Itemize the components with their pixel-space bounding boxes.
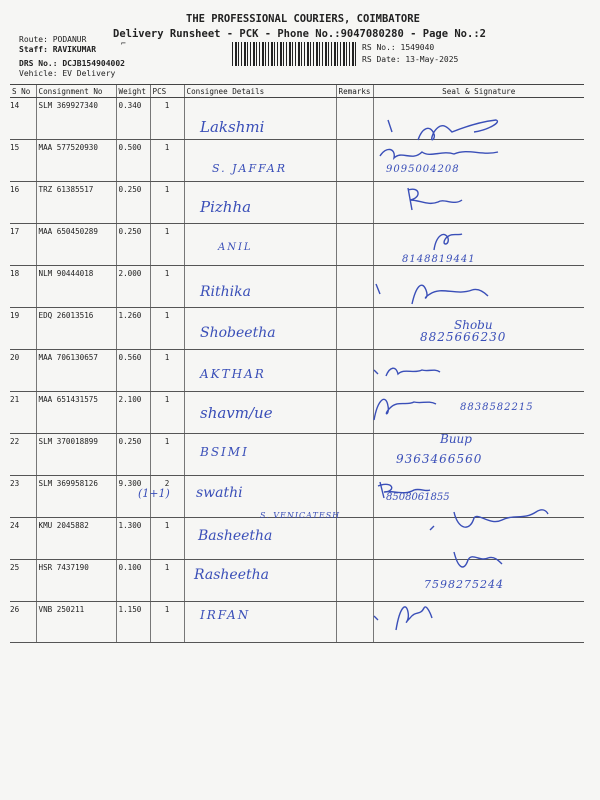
cell-sno: 25 xyxy=(10,560,36,602)
phone-number: 9363466560 xyxy=(396,452,483,466)
cell-sno: 15 xyxy=(10,140,36,182)
cell-weight: 2.100 xyxy=(116,392,150,434)
cell-pcs: 1 xyxy=(150,350,184,392)
cell-weight: 0.340 xyxy=(116,98,150,140)
cell-consignment: MAA 650450289 xyxy=(36,224,116,266)
col-seal-signature: Seal & Signature xyxy=(373,85,584,98)
cell-consignment: SLM 369958126 xyxy=(36,476,116,518)
table-row xyxy=(10,602,584,643)
cell-consignee xyxy=(184,224,336,266)
phone-number: 8838582215 xyxy=(460,402,534,413)
phone-number: 8825666230 xyxy=(420,330,507,344)
rs-date: RS Date: 13-May-2025 xyxy=(362,55,459,64)
cell-weight: 1.260 xyxy=(116,308,150,350)
signature-image xyxy=(370,598,440,638)
cell-weight: 1.150 xyxy=(116,602,150,643)
drs-number: DRS No.: DCJB154904002 xyxy=(19,59,125,68)
col-remarks: Remarks xyxy=(336,85,373,98)
cell-pcs: 1 xyxy=(150,140,184,182)
phone-number: 7598275244 xyxy=(424,578,504,591)
cell-consignment: SLM 369927340 xyxy=(36,98,116,140)
handwritten-name: Rithika xyxy=(200,284,251,300)
phone-number: 9095004208 xyxy=(386,164,460,175)
cell-weight: 0.250 xyxy=(116,434,150,476)
signature-image xyxy=(372,142,512,172)
cell-sno: 24 xyxy=(10,518,36,560)
cell-weight: 2.000 xyxy=(116,266,150,308)
cell-pcs: 1 xyxy=(150,224,184,266)
cell-remarks xyxy=(336,350,373,392)
rs-number: RS No.: 1549040 xyxy=(362,43,435,52)
handwritten-name: Basheetha xyxy=(198,528,273,544)
mark-icon: ⌐ xyxy=(121,39,126,48)
cell-sno: 18 xyxy=(10,266,36,308)
cell-remarks xyxy=(336,224,373,266)
table-row xyxy=(10,266,584,308)
cell-remarks xyxy=(336,476,373,518)
signature-image xyxy=(424,506,554,540)
cell-pcs: 1 xyxy=(150,98,184,140)
cell-consignment: MAA 706130657 xyxy=(36,350,116,392)
cell-remarks xyxy=(336,560,373,602)
handwritten-name: Shobeetha xyxy=(200,325,276,341)
cell-remarks xyxy=(336,140,373,182)
cell-weight: 1.300 xyxy=(116,518,150,560)
cell-remarks xyxy=(336,98,373,140)
cell-remarks xyxy=(336,602,373,643)
signature-text: Shobu xyxy=(454,318,493,332)
company-name: THE PROFESSIONAL COURIERS, COIMBATORE xyxy=(186,13,420,25)
phone-number: 8508061855 xyxy=(386,492,450,503)
cell-consignment: KMU 2045882 xyxy=(36,518,116,560)
table-row xyxy=(10,224,584,266)
cell-weight: 9.300 xyxy=(116,476,150,518)
cell-weight: 0.560 xyxy=(116,350,150,392)
cell-pcs: 1 xyxy=(150,266,184,308)
table-row xyxy=(10,350,584,392)
signature-text: Buup xyxy=(440,432,472,446)
cell-consignment: EDQ 26013516 xyxy=(36,308,116,350)
handwritten-name: Pizhha xyxy=(200,198,252,216)
vehicle-label: Vehicle: EV Delivery xyxy=(19,69,116,78)
cell-pcs: 1 xyxy=(150,518,184,560)
cell-pcs: 1 xyxy=(150,182,184,224)
table-row xyxy=(10,182,584,224)
cell-sno: 17 xyxy=(10,224,36,266)
signature-image xyxy=(366,390,446,426)
cell-pcs: 1 xyxy=(150,560,184,602)
cell-remarks xyxy=(336,182,373,224)
signature-image xyxy=(370,360,450,390)
route-label: Route: PODANUR xyxy=(19,35,87,44)
vendor-note: S. VENICATESH xyxy=(260,511,341,520)
cell-weight: 0.250 xyxy=(116,182,150,224)
cell-consignee xyxy=(184,140,336,182)
cell-pcs: 1 xyxy=(150,602,184,643)
col-consignee: Consignee Details xyxy=(184,85,336,98)
signature-image xyxy=(428,226,468,256)
handwritten-name: AKTHAR xyxy=(200,367,266,381)
col-weight: Weight xyxy=(116,85,150,98)
cell-consignment: MAA 651431575 xyxy=(36,392,116,434)
cell-sno: 20 xyxy=(10,350,36,392)
cell-sno: 23 xyxy=(10,476,36,518)
cell-sno: 14 xyxy=(10,98,36,140)
cell-pcs: 1 xyxy=(150,434,184,476)
col-sno: S No xyxy=(10,85,36,98)
cell-weight: 0.100 xyxy=(116,560,150,602)
barcode xyxy=(232,42,356,66)
handwritten-name: swathi xyxy=(196,485,243,501)
col-consignment: Consignment No xyxy=(36,85,116,98)
cell-weight: 0.250 xyxy=(116,224,150,266)
table-header-row xyxy=(10,85,584,98)
cell-consignment: TRZ 61385517 xyxy=(36,182,116,224)
handwritten-name: BSIMI xyxy=(200,445,249,459)
cell-remarks xyxy=(336,434,373,476)
handwritten-name: Lakshmi xyxy=(200,118,265,136)
cell-consignment: VNB 250211 xyxy=(36,602,116,643)
staff-label: Staff: RAVIKUMAR xyxy=(19,45,97,54)
cell-consignment: HSR 7437190 xyxy=(36,560,116,602)
cell-pcs: 1 xyxy=(150,308,184,350)
cell-remarks xyxy=(336,308,373,350)
cell-consignment: MAA 577520930 xyxy=(36,140,116,182)
cell-consignment: SLM 370018899 xyxy=(36,434,116,476)
signature-image xyxy=(374,478,434,502)
cell-sno: 16 xyxy=(10,182,36,224)
phone-number: 8148819441 xyxy=(402,254,476,265)
cell-sno: 26 xyxy=(10,602,36,643)
cell-consignment: NLM 90444018 xyxy=(36,266,116,308)
signature-image xyxy=(372,276,492,310)
handwritten-name: ANIL xyxy=(218,242,253,253)
cell-pcs: 1 xyxy=(150,392,184,434)
cell-remarks xyxy=(336,518,373,560)
runsheet-title: Delivery Runsheet - PCK - Phone No.:9047080280 - Page No.:2 xyxy=(113,28,486,40)
cell-weight: 0.500 xyxy=(116,140,150,182)
handwritten-name: IRFAN xyxy=(200,608,251,622)
handwritten-name: shavm/ue xyxy=(200,404,273,422)
signature-image xyxy=(398,184,478,214)
cell-remarks xyxy=(336,266,373,308)
col-pcs: PCS xyxy=(150,85,184,98)
handwritten-name: S. JAFFAR xyxy=(212,162,288,175)
cell-sno: 19 xyxy=(10,308,36,350)
table-row xyxy=(10,434,584,476)
pcs-note: (1+1) xyxy=(138,487,170,500)
handwritten-name: Rasheetha xyxy=(194,567,269,583)
signature-image xyxy=(446,546,506,576)
cell-sno: 22 xyxy=(10,434,36,476)
cell-sno: 21 xyxy=(10,392,36,434)
cell-pcs: 2 xyxy=(150,476,184,518)
